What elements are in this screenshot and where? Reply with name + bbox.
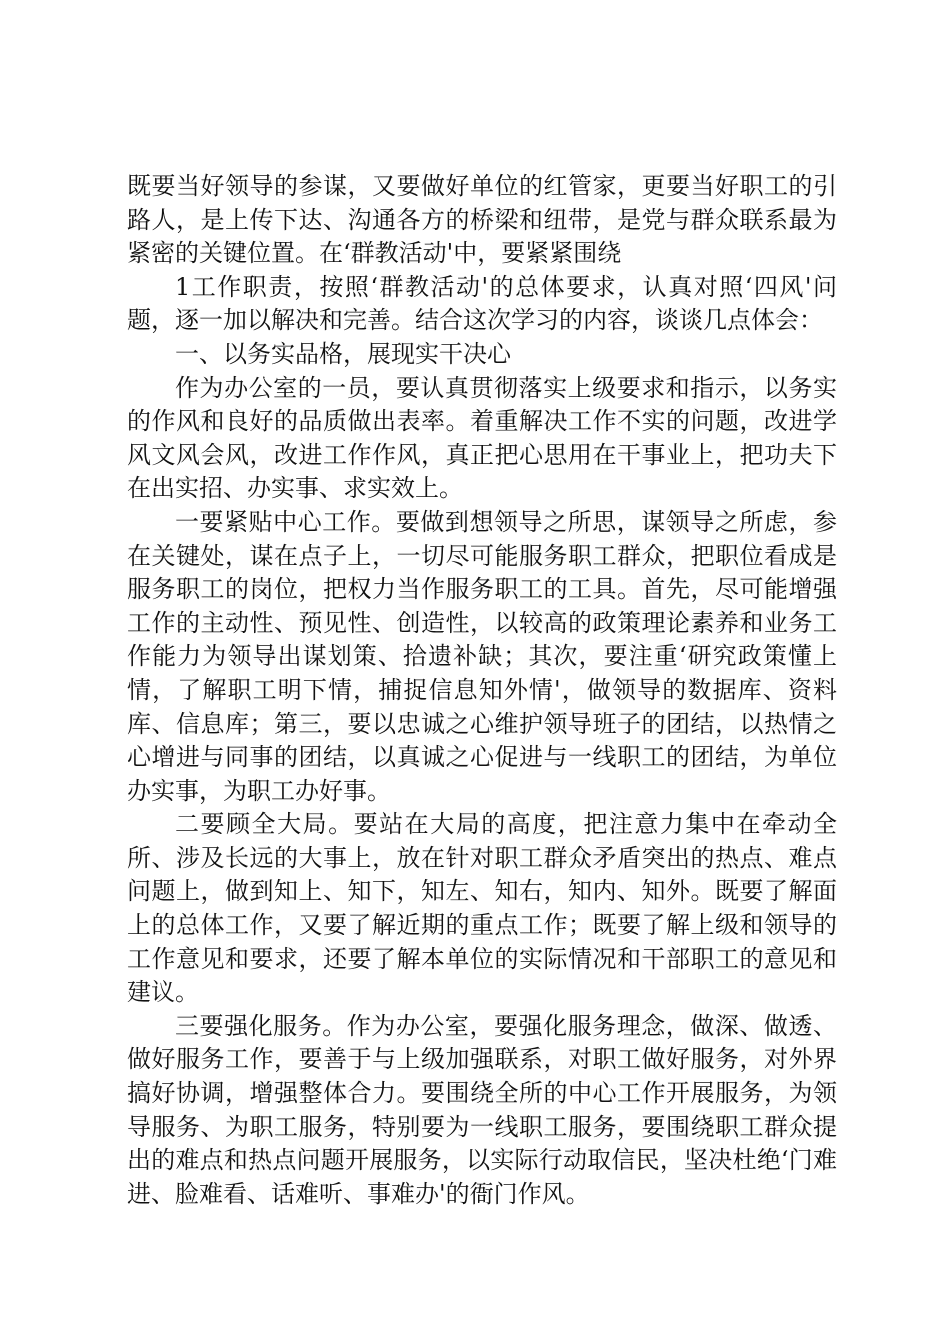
paragraph-office-member: 作为办公室的一员，要认真贯彻落实上级要求和指示，以务实的作风和良好的品质做出表率。着重解决工作不实的问题，改进学风文风会风，改进工作作风，真正把心思用在干事业上，把功夫下在出实招、办实事、求实效上。 bbox=[127, 373, 837, 503]
paragraph-strengthen-service: 三要强化服务。作为办公室，要强化服务理念，做深、做透、做好服务工作，要善于与上级加强联系，对职工做好服务，对外界搞好协调，增强整体合力。要围绕全所的中心工作开展服务，为领导服务、为职工服务，特别要为一线职工服务，要围绕职工群众提出的难点和热点问题开展服务，以实际行动取信民，坚决杜绝‘门难进、脸难看、话难听、事难办'的衙门作风。 bbox=[127, 1011, 837, 1208]
paragraph-overall-situation: 二要顾全大局。要站在大局的高度，把注意力集中在牵动全所、涉及长远的大事上，放在针对职工群众矛盾突出的热点、难点问题上，做到知上、知下，知左、知右，知内、知外。既要了解面上的总体工作，又要了解近期的重点工作；既要了解上级和领导的工作意见和要求，还要了解本单位的实际情况和干部职工的意见和建议。 bbox=[127, 810, 837, 1007]
paragraph-duties: 1工作职责，按照‘群教活动'的总体要求，认真对照‘四风'问题，逐一加以解决和完善。结合这次学习的内容，谈谈几点体会： bbox=[127, 272, 837, 335]
paragraph-central-work: 一要紧贴中心工作。要做到想领导之所思，谋领导之所虑，参在关键处，谋在点子上，一切尽可能服务职工群众，把职位看成是服务职工的岗位，把权力当作服务职工的工具。首先，尽可能增强工作的主动性、预见性、创造性，以较高的政策理论素养和业务工作能力为领导出谋划策、拾遗补缺；其次，要注重‘研究政策懂上情，了解职工明下情，捕捉信息知外情'，做领导的数据库、资料库、信息库；第三，要以忠诚之心维护领导班子的团结，以热情之心增进与同事的团结，以真诚之心促进与一线职工的团结，为单位办实事，为职工办好事。 bbox=[127, 507, 837, 805]
document-body bbox=[127, 170, 837, 1211]
section-heading-1: 一、以务实品格，展现实干决心 bbox=[175, 339, 511, 368]
paragraph-intro: 既要当好领导的参谋，又要做好单位的红管家，更要当好职工的引路人，是上传下达、沟通各方的桥梁和纽带，是党与群众联系最为紧密的关键位置。在‘群教活动'中，要紧紧围绕 bbox=[127, 172, 837, 268]
